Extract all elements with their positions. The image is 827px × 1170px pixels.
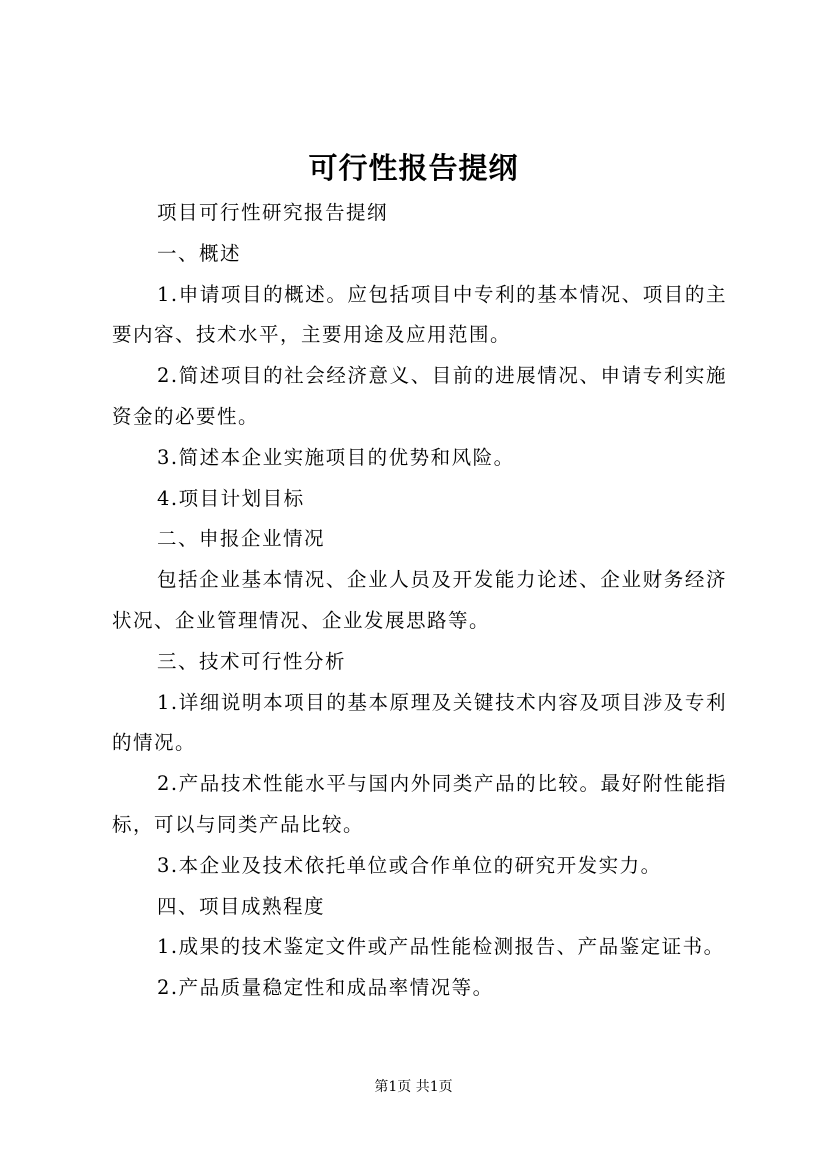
paragraph: 包括企业基本情况、企业人员及开发能力论述、企业财务经济状况、企业管理情况、企业发展思路等。 <box>112 568 727 632</box>
paragraph: 1.申请项目的概述。应包括项目中专利的基本情况、项目的主要内容、技术水平，主要用途及应用范围。 <box>112 282 727 347</box>
section-heading-company: 二、申报企业情况 <box>157 527 326 551</box>
paragraph: 1.详细说明本项目的基本原理及关键技术内容及项目涉及专利的情况。 <box>112 690 727 755</box>
document-title: 可行性报告提纲 <box>308 151 519 185</box>
section-heading-maturity: 四、项目成熟程度 <box>157 894 326 918</box>
document-body <box>112 193 727 1009</box>
paragraph: 2.产品质量稳定性和成品率情况等。 <box>157 976 494 1000</box>
paragraph: 1.成果的技术鉴定文件或产品性能检测报告、产品鉴定证书。 <box>157 935 725 959</box>
paragraph: 3.简述本企业实施项目的优势和风险。 <box>157 445 515 469</box>
paragraph-subtitle: 项目可行性研究报告提纲 <box>157 201 389 224</box>
page-footer: 第1页 共1页 <box>374 1079 453 1095</box>
paragraph: 2.产品技术性能水平与国内外同类产品的比较。最好附性能指标，可以与同类产品比较。 <box>112 772 727 836</box>
section-heading-technical: 三、技术可行性分析 <box>157 649 347 673</box>
paragraph: 3.本企业及技术依托单位或合作单位的研究开发实力。 <box>157 853 662 877</box>
paragraph: 4.项目计划目标 <box>157 486 305 510</box>
section-heading-overview: 一、概述 <box>157 241 242 265</box>
paragraph: 2.简述项目的社会经济意义、目前的进展情况、申请专利实施资金的必要性。 <box>112 364 727 428</box>
